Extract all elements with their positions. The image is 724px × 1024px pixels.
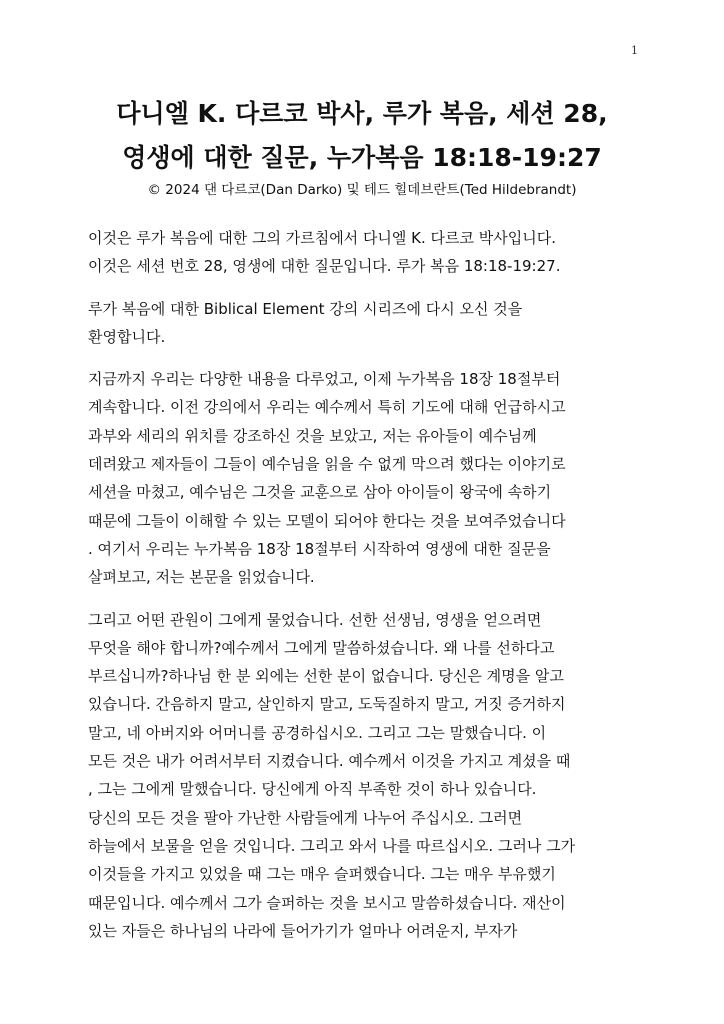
text-line: 계속합니다. 이전 강의에서 우리는 예수께서 특히 기도에 대해 언급하시고 bbox=[88, 398, 566, 417]
text-line: 이것들을 가지고 있었을 때 그는 매우 슬퍼했습니다. 그는 매우 부유했기 bbox=[88, 865, 556, 884]
paragraph-welcome bbox=[88, 295, 648, 352]
title-line-2: 영생에 대한 질문, 누가복음 18:18-19:27 bbox=[122, 143, 602, 172]
text-line: 지금까지 우리는 다양한 내용을 다루었고, 이제 누가복음 18장 18절부터 bbox=[88, 370, 561, 389]
text-line: 환영합니다. bbox=[88, 327, 166, 346]
text-line: 때문에 그들이 이해할 수 있는 모델이 되어야 한다는 것을 보여주었습니다 bbox=[88, 511, 566, 530]
paragraph-intro bbox=[88, 224, 648, 281]
text-line: 살펴보고, 저는 본문을 읽었습니다. bbox=[88, 568, 315, 587]
text-line: , 그는 그에게 말했습니다. 당신에게 아직 부족한 것이 하나 있습니다. bbox=[88, 780, 537, 799]
text-line: 있는 자들은 하나님의 나라에 들어가기가 얼마나 어려운지, 부자가 bbox=[88, 921, 518, 940]
text-line: 과부와 세리의 위치를 강조하신 것을 보았고, 저는 유아들이 예수님께 bbox=[88, 426, 537, 445]
text-line: 말고, 네 아버지와 어머니를 공경하십시오. 그리고 그는 말했습니다. 이 bbox=[88, 723, 547, 742]
text-line: 부르십니까?하나님 한 분 외에는 선한 분이 없습니다. 당신은 계명을 알고 bbox=[88, 667, 564, 686]
page-number: 1 bbox=[631, 44, 638, 57]
paragraph-scripture bbox=[88, 606, 648, 946]
title-line-1: 다니엘 K. 다르코 박사, 루가 복음, 세션 28, bbox=[116, 99, 608, 128]
text-line: 데려왔고 제자들이 그들이 예수님을 읽을 수 없게 막으려 했다는 이야기로 bbox=[88, 455, 566, 474]
document-body bbox=[88, 224, 648, 959]
text-line: 무엇을 해야 합니까?예수께서 그에게 말씀하셨습니다. 왜 나를 선하다고 bbox=[88, 638, 555, 657]
text-line: 루가 복음에 대한 Biblical Element 강의 시리즈에 다시 오신 것을 bbox=[88, 299, 523, 318]
text-line: 때문입니다. 예수께서 그가 슬퍼하는 것을 보시고 말씀하셨습니다. 재산이 bbox=[88, 893, 566, 912]
text-line: 모든 것은 내가 어려서부터 지켰습니다. 예수께서 이것을 가지고 계셨을 때 bbox=[88, 752, 571, 771]
document-title bbox=[40, 92, 684, 180]
text-line: 당신의 모든 것을 팔아 가난한 사람들에게 나누어 주십시오. 그러면 bbox=[88, 808, 523, 827]
text-line: 이것은 루가 복음에 대한 그의 가르침에서 다니엘 K. 다르코 박사입니다. bbox=[88, 229, 557, 247]
text-line: 이것은 세션 번호 28, 영생에 대한 질문입니다. 루가 복음 18:18-19:27. bbox=[88, 257, 561, 276]
text-line: 있습니다. 간음하지 말고, 살인하지 말고, 도둑질하지 말고, 거짓 증거하지 bbox=[88, 695, 566, 714]
text-line: 세션을 마쳤고, 예수님은 그것을 교훈으로 삼아 아이들이 왕국에 속하기 bbox=[88, 483, 552, 502]
copyright-line: © 2024 댄 다르코(Dan Darko) 및 테드 힐데브란트(Ted Hildebrandt) bbox=[147, 182, 577, 198]
paragraph-recap bbox=[88, 365, 648, 591]
text-line: . 여기서 우리는 누가복음 18장 18절부터 시작하여 영생에 대한 질문을 bbox=[88, 539, 551, 558]
text-line: 그리고 어떤 관원이 그에게 물었습니다. 선한 선생님, 영생을 얻으려면 bbox=[88, 610, 542, 629]
text-line: 하늘에서 보물을 얻을 것입니다. 그리고 와서 나를 따르십시오. 그러나 그가 bbox=[88, 836, 576, 855]
